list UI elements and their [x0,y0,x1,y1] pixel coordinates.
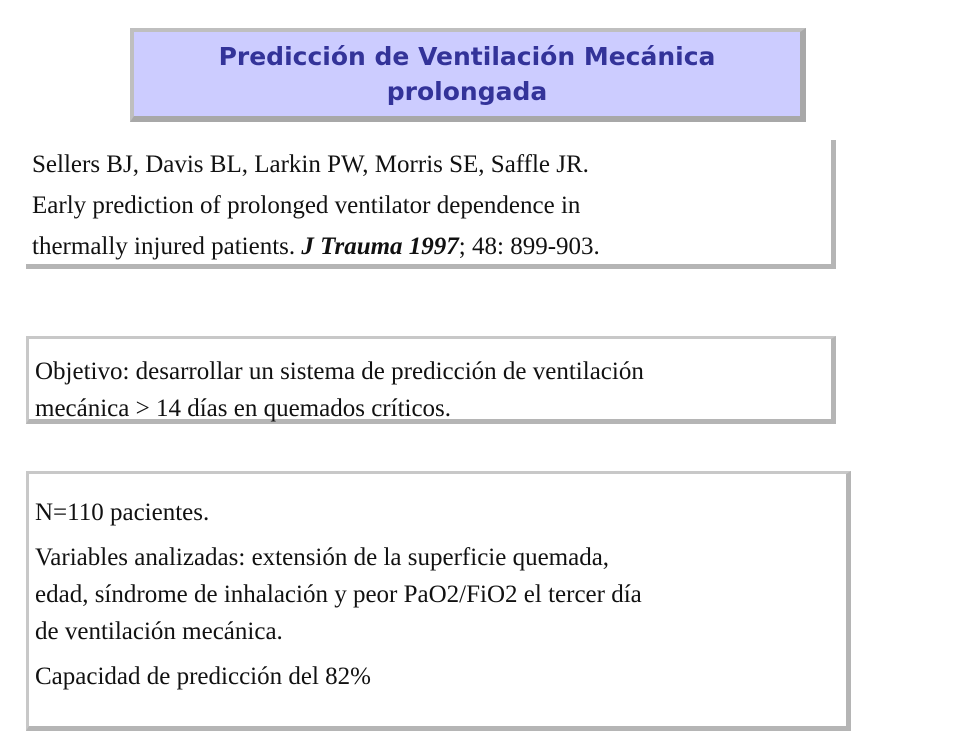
patients-content [35,494,835,695]
citation-title-end: thermally injured patients. [32,233,302,260]
citation-authors: Sellers BJ, Davis BL, Larkin PW, Morris SE, Saffle JR. [32,151,589,178]
slide-title-line1: Predicción de Ventilación Mecánica [218,42,716,71]
citation-journal: J Trauma 1997 [301,233,459,260]
title-banner [130,28,806,122]
prediction-capacity: Capacidad de predicción del 82% [35,663,371,690]
citation-title-line: Early prediction of prolonged ventilator dependence in [32,192,581,219]
slide-title-line2: prolongada [386,77,548,106]
objective-line2: mecánica > 14 días en quemados críticos. [35,395,452,422]
objective-box [26,336,836,424]
variables-line2: edad, síndrome de inhalación y peor PaO2/FiO2 el tercer día [35,581,642,608]
objective-line1: Objetivo: desarrollar un sistema de predicción de ventilación [35,358,644,385]
variables-text [35,539,835,650]
slide-title [209,39,726,109]
variables-line1: Variables analizadas: extensión de la superficie quemada, [35,544,610,571]
citation-volume-pages: ; 48: 899-903. [458,233,600,260]
patients-box [26,471,851,731]
patient-count: N=110 pacientes. [35,499,210,526]
reference-box [26,140,836,269]
objective-text [35,353,835,427]
citation [32,144,600,267]
variables-line3: de ventilación mecánica. [35,618,283,645]
